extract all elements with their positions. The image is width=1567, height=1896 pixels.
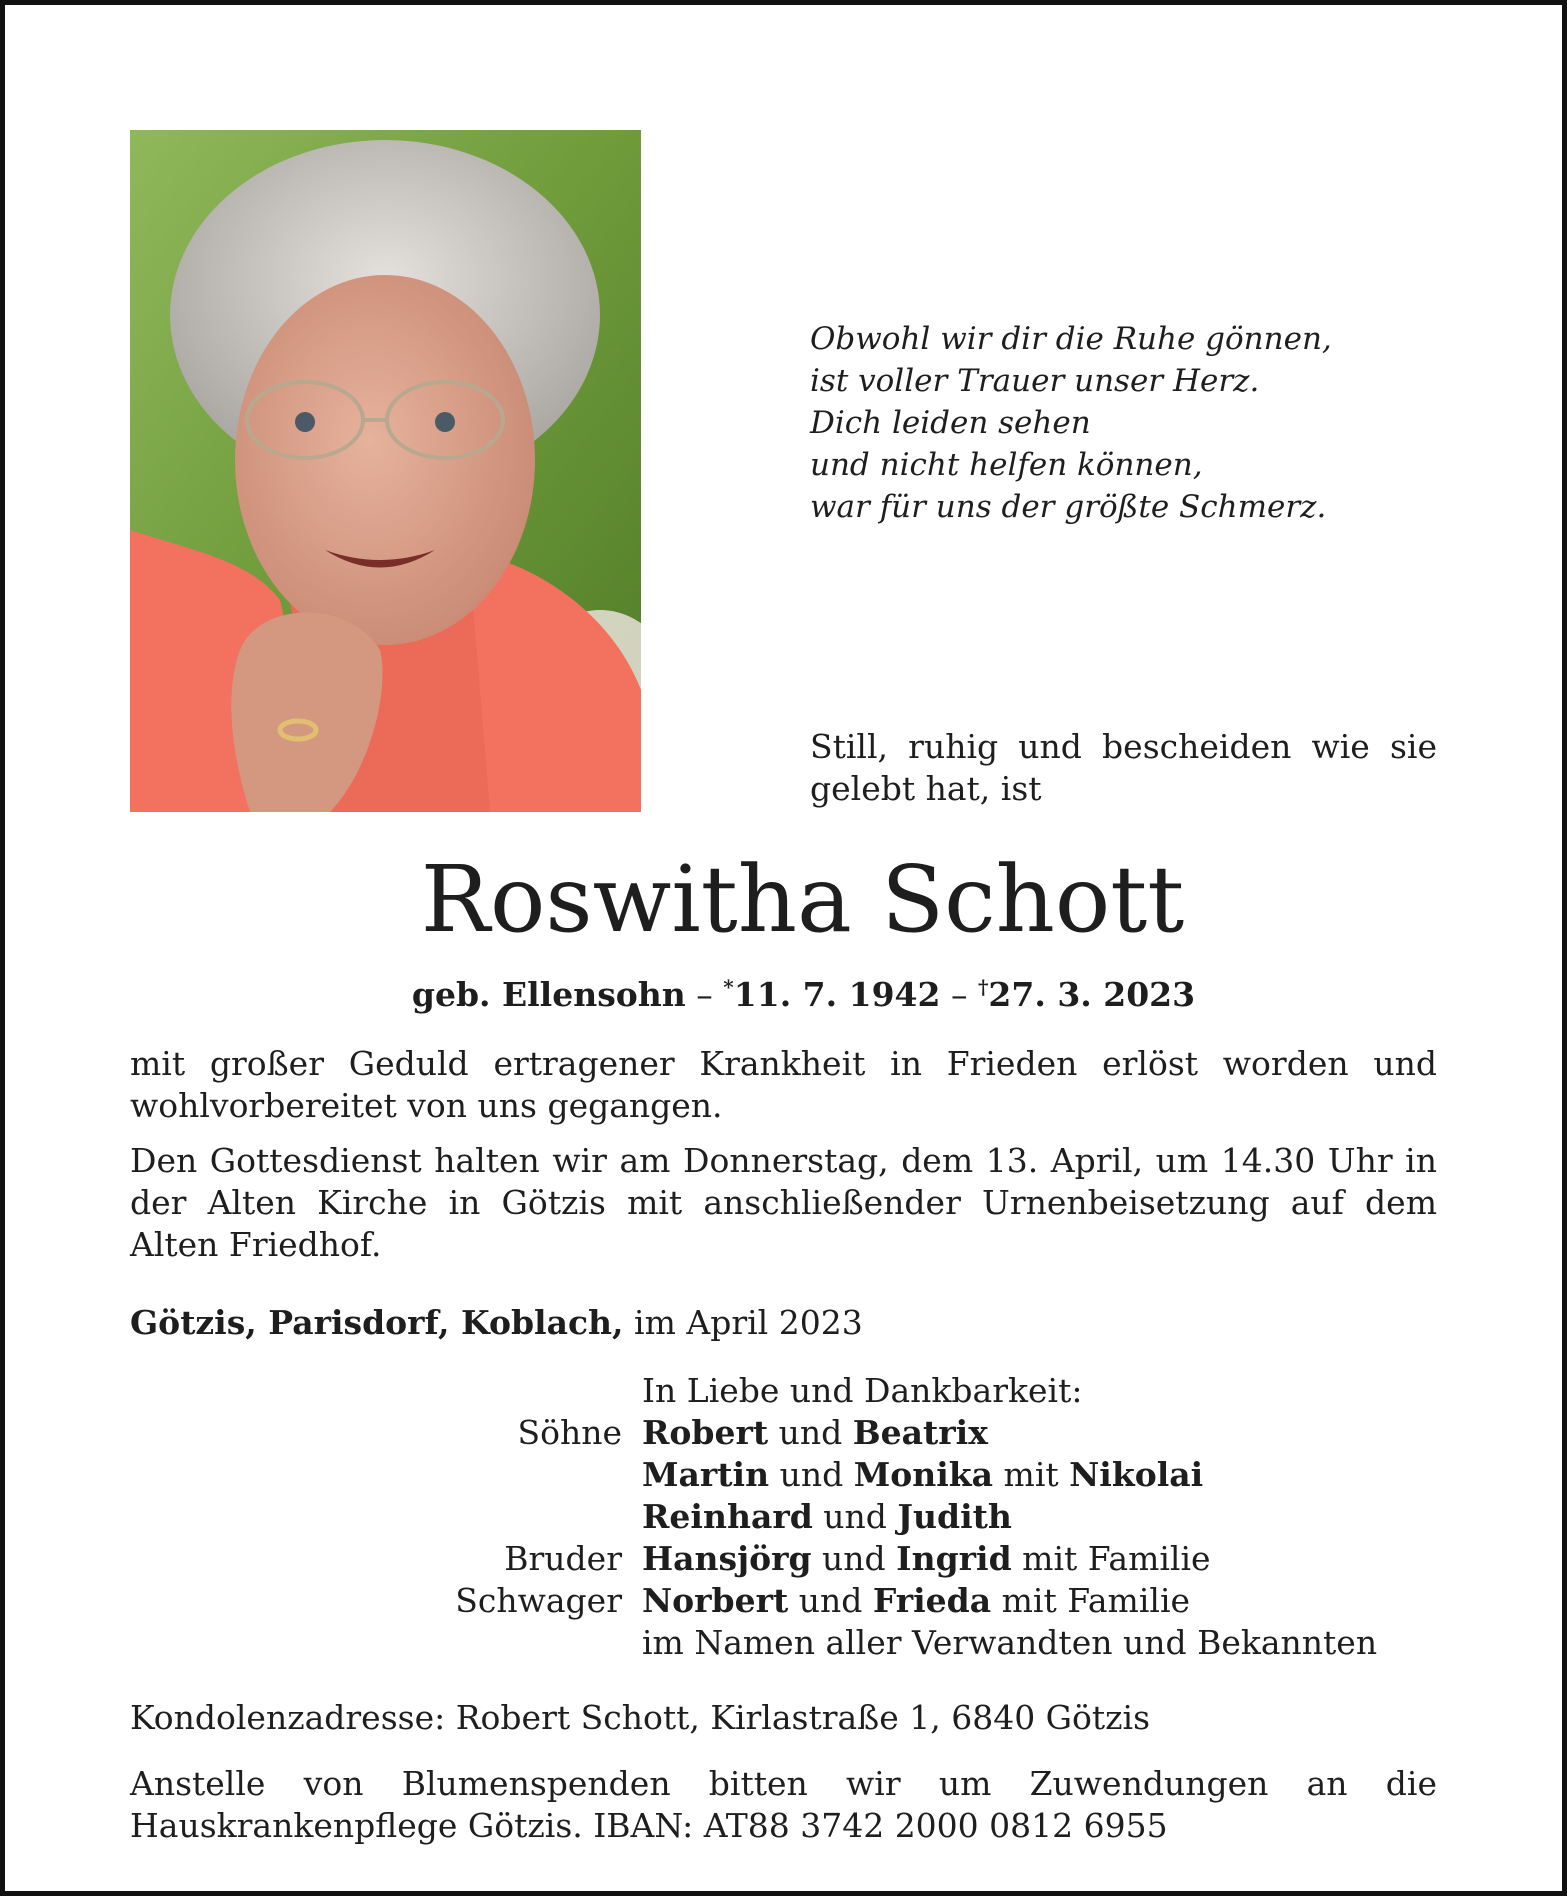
mourner-name: Robert [642, 1413, 769, 1452]
poem [810, 318, 1332, 528]
mourners-closing: im Namen aller Verwandten und Bekannten [642, 1623, 1378, 1662]
mourner-name: Norbert [642, 1581, 789, 1620]
service-paragraph: Den Gottesdienst halten wir am Donnerstag, dem 13. April, um 14.30 Uhr in der Alten Kirche in Götzis mit anschließender Urnenbeisetzung auf dem Alten Friedhof. [130, 1141, 1437, 1264]
donation-note: Anstelle von Blumenspenden bitten wir um Zuwendungen an die Hauskrankenpflege Götzis. IBAN: AT88 3742 2000 0812 6955 [130, 1764, 1437, 1845]
condolence-address: Kondolenzadresse: Robert Schott, Kirlastraße 1, 6840 Götzis [130, 1698, 1151, 1737]
mourner-name: Judith [897, 1497, 1012, 1536]
maiden-name: geb. Ellensohn [411, 975, 686, 1014]
mourners-heading: In Liebe und Dankbarkeit: [642, 1371, 1083, 1410]
death-date: 27. 3. 2023 [988, 975, 1196, 1014]
mourners-list [130, 1370, 1437, 1664]
mourner-name: Ingrid [896, 1539, 1012, 1578]
portrait-photo [130, 130, 641, 812]
birth-symbol: * [723, 975, 734, 999]
mourner-name: Hansjörg [642, 1539, 812, 1578]
mourner-name: Monika [853, 1455, 994, 1494]
mourner-name: Frieda [872, 1581, 992, 1620]
mourner-name: Martin [642, 1455, 770, 1494]
mourner-role: Söhne [517, 1413, 622, 1452]
poem-line: ist voller Trauer unser Herz. [810, 363, 1260, 399]
place-date-line [130, 1302, 1437, 1344]
place-date: im April 2023 [623, 1303, 863, 1342]
mourner-name: Nikolai [1069, 1455, 1204, 1494]
birth-date: 11. 7. 1942 [733, 975, 941, 1014]
death-symbol: † [977, 975, 989, 999]
mourner-row: Söhne Robert und Beatrix [130, 1412, 1437, 1454]
mourner-role: Schwager [455, 1581, 622, 1620]
poem-line: war für uns der größte Schmerz. [810, 489, 1327, 525]
mourner-row: Bruder Hansjörg und Ingrid mit Familie [130, 1538, 1437, 1580]
mourner-row: Martin und Monika mit Nikolai [642, 1455, 1204, 1494]
deceased-name: Roswitha Schott [420, 846, 1185, 953]
mourner-role: Bruder [504, 1539, 622, 1578]
poem-line: Obwohl wir dir die Ruhe gönnen, [810, 321, 1332, 357]
mourners-closing-row [130, 1622, 1437, 1664]
mourner-name: Beatrix [852, 1413, 988, 1452]
separator-dash: – [950, 975, 968, 1014]
life-dates [20, 965, 1567, 1017]
intro-text: Still, ruhig und bescheiden wie sie gelebt hat, ist [810, 727, 1437, 808]
mourner-name: Reinhard [642, 1497, 813, 1536]
separator-dash: – [696, 975, 713, 1014]
poem-line: und nicht helfen können, [810, 447, 1203, 483]
place-towns: Götzis, Parisdorf, Koblach, [130, 1303, 624, 1342]
mourner-row: Schwager Norbert und Frieda mit Familie [130, 1580, 1437, 1622]
mourner-row: Reinhard und Judith [642, 1497, 1012, 1536]
mourners-heading-row [130, 1370, 1437, 1412]
passing-paragraph: mit großer Geduld ertragener Krankheit in Frieden erlöst worden und wohlvorbereitet von uns gegangen. [130, 1044, 1437, 1125]
portrait-illustration [130, 130, 641, 812]
poem-line: Dich leiden sehen [810, 405, 1091, 441]
